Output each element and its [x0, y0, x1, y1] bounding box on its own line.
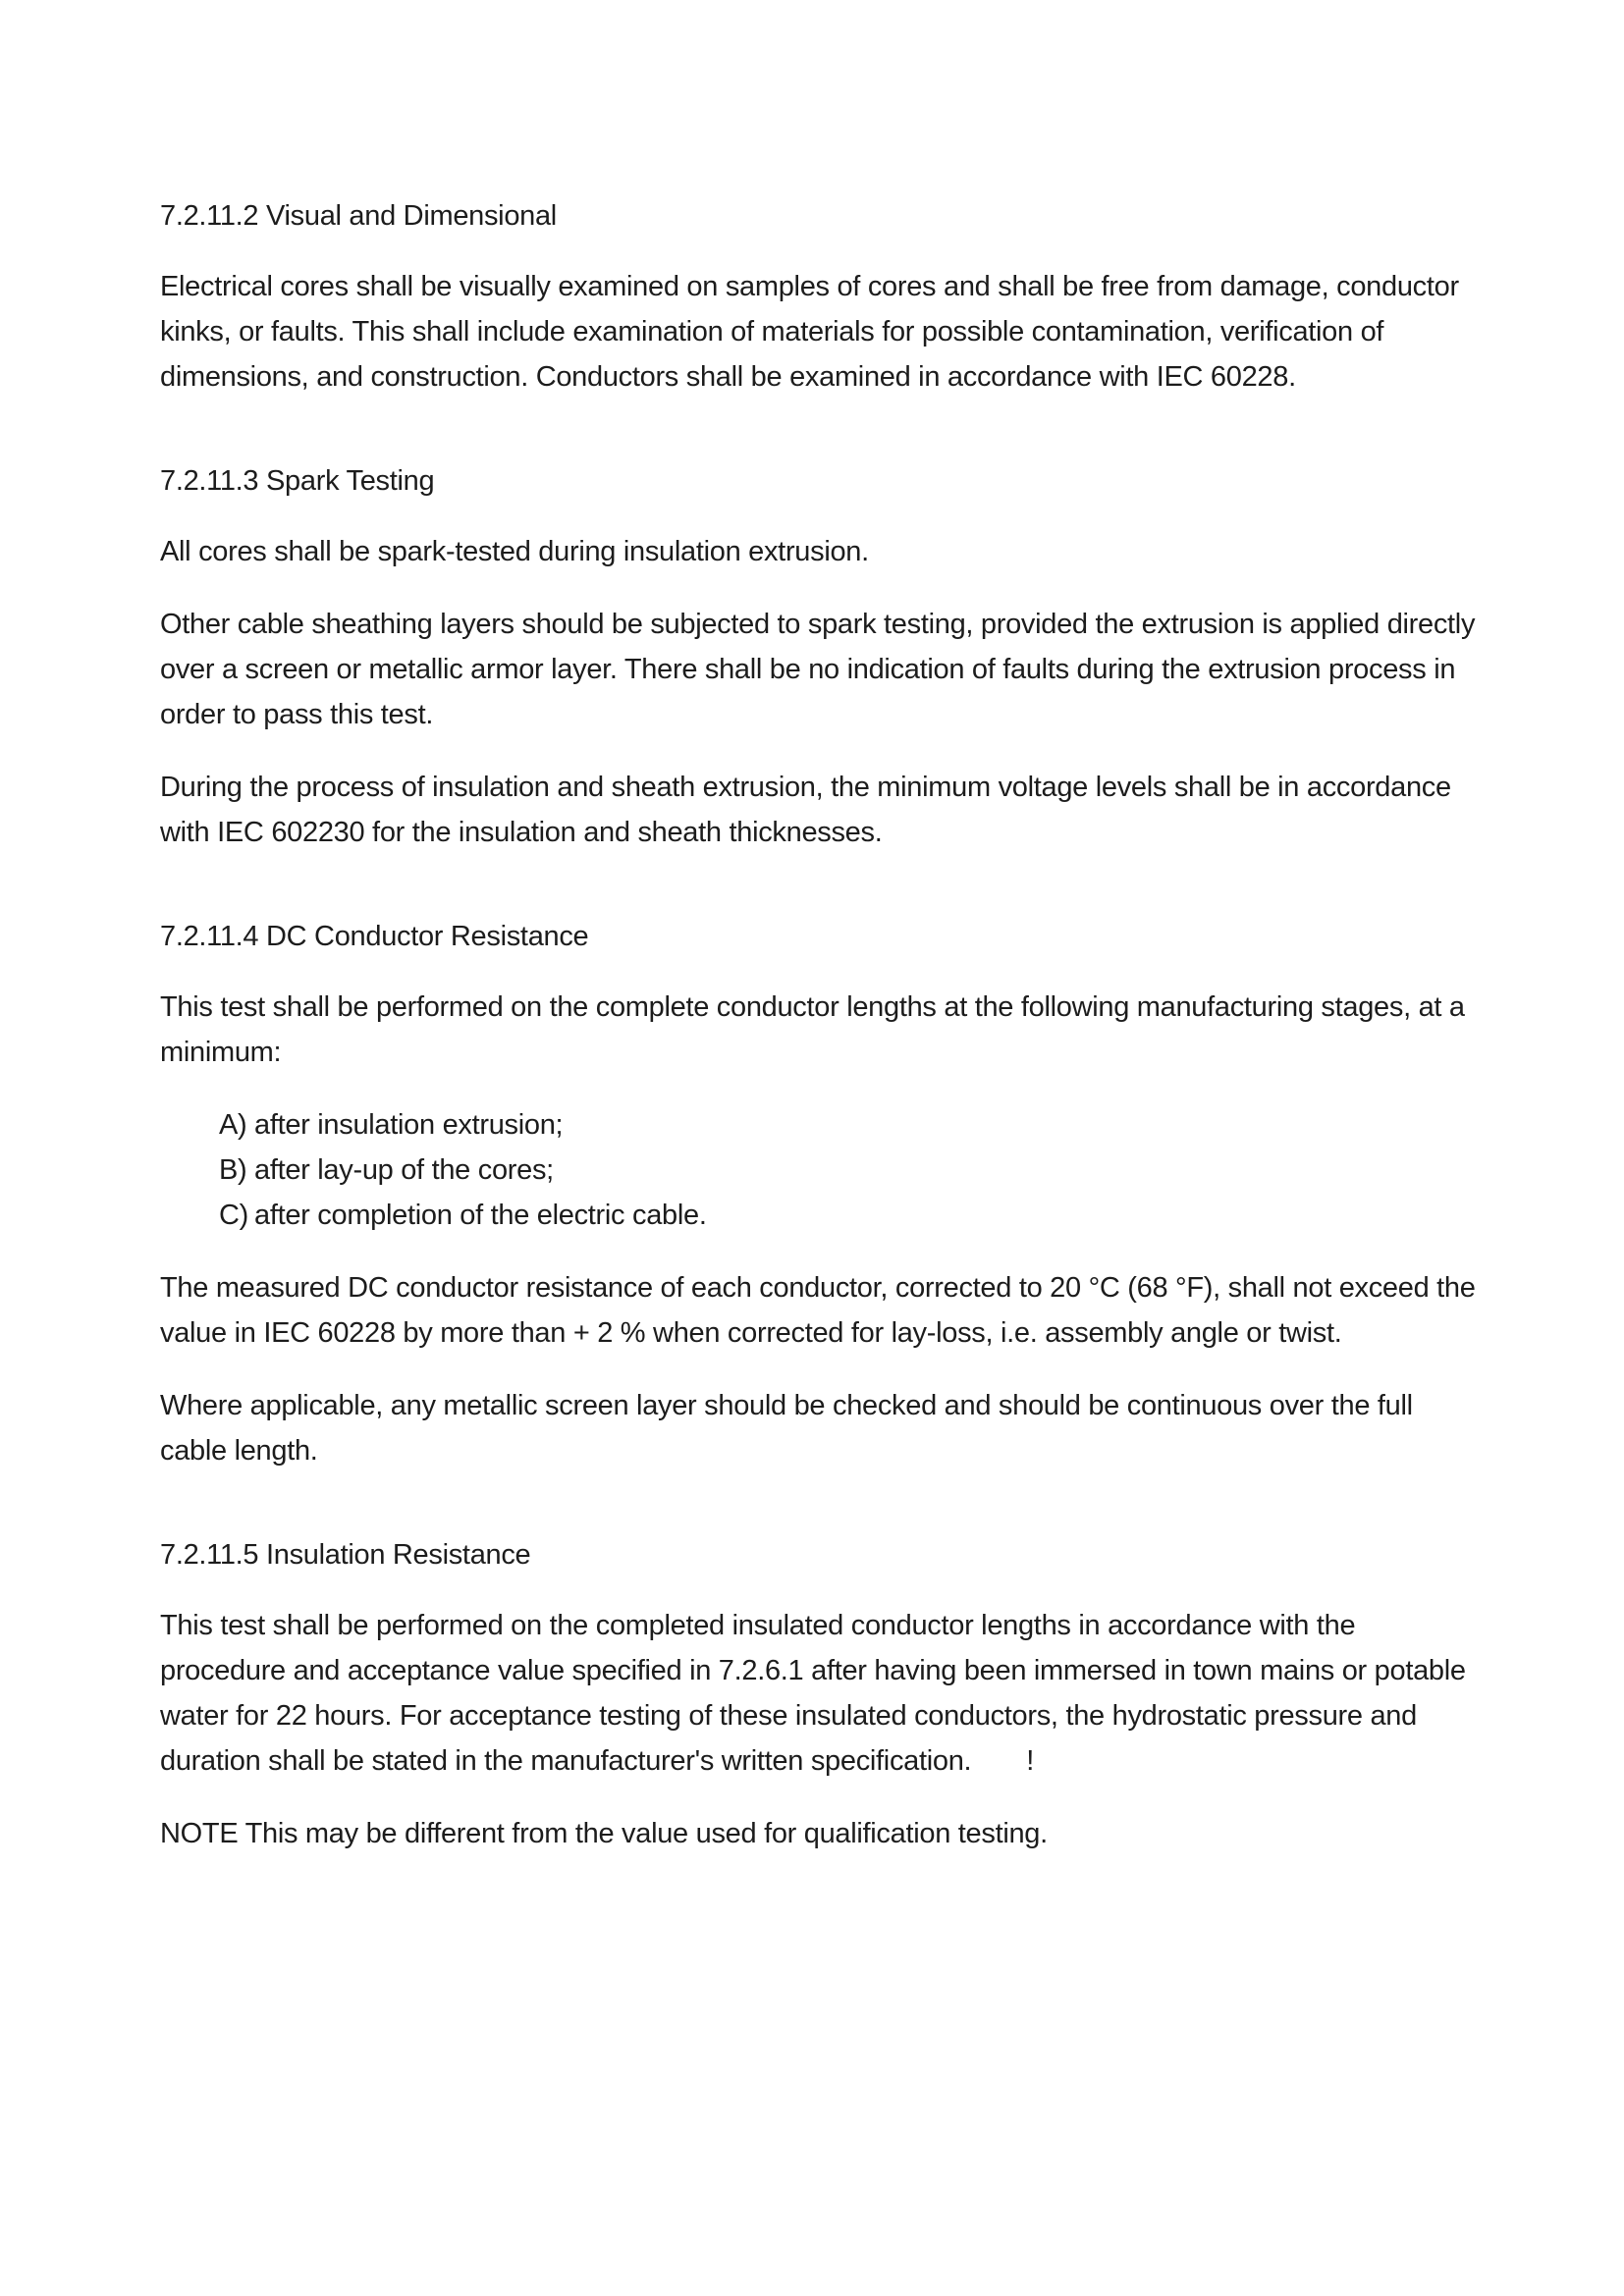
note-paragraph: NOTE This may be different from the value used for qualification testing.	[160, 1818, 1048, 1849]
paragraph: The measured DC conductor resistance of each conductor, corrected to 20 °C (68 °F), shall not exceed the value in IEC 60228 by more than + 2 % when corrected for lay-loss, i.e. assembly angle or twist.	[160, 1272, 1476, 1349]
list-marker: C)	[219, 1200, 249, 1231]
list-item	[219, 1102, 1487, 1148]
section-heading: 7.2.11.2 Visual and Dimensional	[160, 200, 557, 232]
list-item	[219, 1193, 1487, 1238]
section-visual-and-dimensional	[160, 193, 1487, 400]
paragraph	[160, 1603, 1487, 1784]
paragraph-text: This test shall be performed on the completed insulated conductor lengths in accordance with the procedure and acceptance value specified in 7.2.6.1 after having been immersed in town mains or potable water for 22 hours. For acceptance testing of these insulated conductors, the hydrostatic pressure and duration shall be stated in the manufacturer's written specification.	[160, 1610, 1466, 1777]
section-heading: 7.2.11.4 DC Conductor Resistance	[160, 921, 589, 952]
section-heading: 7.2.11.3 Spark Testing	[160, 465, 435, 497]
list-marker: A)	[219, 1109, 247, 1141]
section-heading: 7.2.11.5 Insulation Resistance	[160, 1539, 531, 1571]
section-dc-conductor-resistance	[160, 914, 1487, 1473]
section-spark-testing	[160, 458, 1487, 855]
paragraph: Where applicable, any metallic screen layer should be checked and should be continuous over the full cable length.	[160, 1390, 1413, 1467]
list-item-text: after lay-up of the cores;	[254, 1154, 554, 1186]
list-item-text: after completion of the electric cable.	[254, 1200, 707, 1231]
section-insulation-resistance	[160, 1532, 1487, 1856]
paragraph: Other cable sheathing layers should be subjected to spark testing, provided the extrusion is applied directly over a screen or metallic armor layer. There shall be no indication of faults during the extrusion process in order to pass this test.	[160, 609, 1476, 730]
paragraph: Electrical cores shall be visually examined on samples of cores and shall be free from damage, conductor kinks, or faults. This shall include examination of materials for possible contamination, verification of dimensions, and construction. Conductors shall be examined in accordance with IEC 60228.	[160, 271, 1459, 393]
paragraph: This test shall be performed on the complete conductor lengths at the following manufacturing stages, at a minimum:	[160, 991, 1465, 1068]
paragraph: All cores shall be spark-tested during insulation extrusion.	[160, 536, 869, 567]
manufacturing-stages-list	[160, 1102, 1487, 1238]
list-item-text: after insulation extrusion;	[254, 1109, 564, 1141]
paragraph: During the process of insulation and sheath extrusion, the minimum voltage levels shall be in accordance with IEC 602230 for the insulation and sheath thicknesses.	[160, 772, 1451, 848]
stray-exclamation: !	[1026, 1745, 1035, 1777]
list-marker: B)	[219, 1154, 247, 1186]
list-item	[219, 1148, 1487, 1193]
